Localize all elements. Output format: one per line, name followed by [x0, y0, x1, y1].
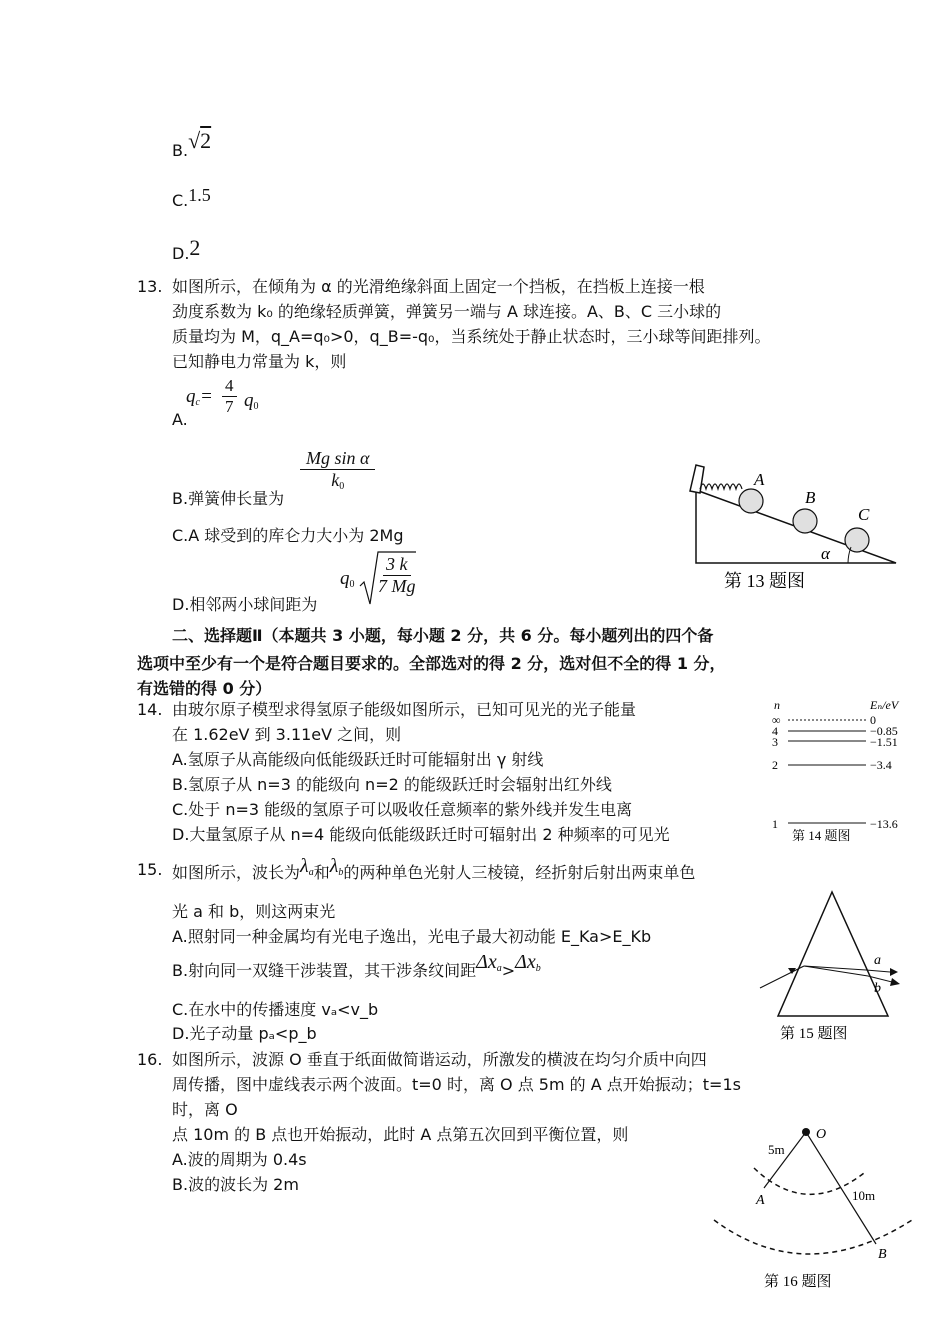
q15-option-a: A.照射同一种金属均有光电子逸出，光电子最大初动能 E_Ka>E_Kb: [172, 927, 652, 946]
formula-q0: [244, 390, 259, 412]
level-n: 3: [772, 735, 778, 749]
greater-than: >: [501, 961, 516, 980]
ball-c: [845, 528, 869, 552]
line-oa: [764, 1132, 806, 1188]
delta-x: Δx: [515, 951, 536, 973]
q16-option-b: B.波的波长为 2m: [172, 1175, 299, 1194]
q13-option-c: C.A 球受到的库仑力大小为 2Mg: [172, 526, 404, 545]
figure-caption: 第 14 题图: [792, 828, 851, 843]
denominator: 7 Mg: [378, 576, 416, 596]
sub-c: c: [195, 397, 200, 408]
q12-option-b: [172, 128, 212, 162]
option-text: D.相邻两小球间距为: [172, 595, 318, 614]
formula-q0: [340, 568, 355, 590]
figure-caption: 第 16 题图: [764, 1274, 832, 1290]
delta-x: Δx: [476, 951, 497, 973]
stem-text: 和: [313, 863, 330, 882]
level-e: −0.85: [870, 724, 898, 738]
figure-caption: 第 13 题图: [724, 571, 805, 591]
q13-number: 13.: [137, 277, 163, 296]
refracted-ray-b: [804, 966, 868, 976]
refracted-ray-a: [804, 966, 866, 970]
section2-line1: 二、选择题Ⅱ（本题共 3 小题，每小题 2 分，共 6 分。每小题列出的四个备: [172, 626, 714, 645]
q15-number: 15.: [137, 860, 163, 879]
q16-number: 16.: [137, 1050, 163, 1069]
label-a: A: [756, 1193, 765, 1208]
q13-stem-line: 质量均为 M，q_A=q₀>0，q_B=-q₀，当系统处于静止状态时，三小球等间距排列。: [172, 327, 771, 346]
level-n: ∞: [772, 713, 781, 727]
denominator: [331, 470, 344, 492]
numerator: 4: [222, 376, 237, 397]
option-label: C.: [172, 191, 189, 210]
var-q: q: [186, 386, 196, 407]
label-o: O: [816, 1127, 827, 1142]
level-e: −13.6: [870, 817, 898, 831]
option-math: 2: [189, 235, 201, 260]
sub-b: b: [338, 867, 344, 878]
q12-option-c: [172, 185, 211, 211]
baffle-plate: [690, 465, 704, 493]
delta-x-a: [476, 951, 502, 973]
q13-stem-line: 已知静电力常量为 k，则: [172, 352, 347, 371]
q13-option-d: [172, 548, 472, 614]
q13-figure-incline: [668, 455, 908, 595]
var-k: k: [331, 470, 340, 490]
section2-line2: 选项中至少有一个是符合题目要求的。全部选对的得 2 分，选对但不全的得 1 分，: [137, 654, 726, 673]
q13-stem-line: 如图所示，在倾角为 α 的光滑绝缘斜面上固定一个挡板，在挡板上连接一根: [172, 277, 705, 296]
fraction-4-7: [222, 376, 237, 417]
label-10m: 10m: [852, 1188, 876, 1203]
stem-text: 的两种单色光射人三棱镜，经折射后射出两束单色: [343, 863, 696, 882]
q15-figure-prism: [752, 888, 912, 1046]
label-b: B: [878, 1247, 887, 1262]
delta-x-b: [515, 951, 541, 973]
q15-stem-line1: [172, 855, 696, 884]
q16-stem-line: 点 10m 的 B 点也开始振动，此时 A 点第五次回到平衡位置，则: [172, 1125, 629, 1144]
stem-text: 如图所示，波长为: [172, 863, 301, 882]
q14-figure-energy-levels: [762, 697, 912, 849]
sub-b: b: [535, 963, 541, 974]
level-e: 0: [870, 713, 876, 727]
e-header: Eₙ/eV: [870, 698, 899, 712]
q15-option-d: D.光子动量 pₐ<p_b: [172, 1024, 317, 1043]
lambda-symbol: λ: [300, 855, 309, 877]
exit-ray-a: [866, 970, 890, 972]
fraction-mg-sin: [300, 448, 375, 492]
q16-stem-line: 如图所示，波源 O 垂直于纸面做简谐运动，所激发的横波在均匀介质中向四: [172, 1050, 707, 1069]
q13-stem-line: 劲度系数为 k₀ 的绝缘轻质弹簧，弹簧另一端与 A 球连接。A、B、C 三小球的: [172, 302, 722, 321]
ball-b: [793, 509, 817, 533]
sub-0: 0: [349, 579, 355, 590]
var-q: q: [244, 390, 254, 411]
q16-figure-wave: [706, 1118, 918, 1294]
sub-a: a: [308, 867, 314, 878]
sub-a: a: [496, 963, 502, 974]
var-q: q: [340, 568, 350, 589]
q16-option-a: A.波的周期为 0.4s: [172, 1150, 307, 1169]
incident-ray: [760, 966, 804, 988]
n-header: n: [774, 698, 780, 712]
lambda-symbol: λ: [329, 855, 339, 877]
sqrt-radicand: 2: [200, 128, 212, 153]
option-math: 1.5: [188, 185, 211, 205]
level-e: −1.51: [870, 735, 898, 749]
level-n: 4: [772, 724, 778, 738]
arrow-icon: [890, 978, 900, 986]
label-a: A: [754, 470, 765, 489]
formula-qc: $q_c=$: [186, 386, 213, 408]
q15-option-c: C.在水中的传播速度 vₐ<v_b: [172, 1000, 379, 1019]
option-text: B.射向同一双缝干涉装置，其干涉条纹间距: [172, 961, 477, 980]
q15-stem-line2: 光 a 和 b，则这两束光: [172, 902, 336, 921]
q16-stem-line: 时，离 O: [172, 1100, 238, 1119]
lambda-a: [300, 855, 314, 877]
option-label: B.: [172, 141, 189, 160]
q16-stem-line: 周传播，图中虚线表示两个波面。t=0 时，离 O 点 5m 的 A 点开始振动；t=1s: [172, 1075, 741, 1094]
sub-0: 0: [339, 481, 345, 492]
ball-a: [739, 489, 763, 513]
sqrt-symbol: √2: [188, 128, 212, 153]
level-n: 1: [772, 817, 778, 831]
numerator: 3 k: [383, 554, 411, 576]
option-label: A.: [172, 410, 188, 429]
q14-stem-line: 在 1.62eV 到 3.11eV 之间，则: [172, 725, 402, 744]
q14-stem-line: 由玻尔原子模型求得氢原子能级如图所示，已知可见光的光子能量: [172, 700, 637, 719]
q14-option-d: D.大量氢原子从 n=4 能级向低能级跃迁时可辐射出 2 种频率的可见光: [172, 825, 670, 844]
q13-option-b: [172, 448, 492, 508]
denominator: 7: [225, 397, 234, 416]
q14-option-a: A.氢原子从高能级向低能级跃迁时可能辐射出 γ 射线: [172, 750, 544, 769]
q14-option-c: C.处于 n=3 能级的氢原子可以吸收任意频率的紫外线并发生电离: [172, 800, 633, 819]
label-alpha: α: [821, 544, 830, 563]
q12-option-d: [172, 235, 201, 265]
option-label: D.: [172, 244, 190, 263]
arrow-icon: [890, 968, 898, 976]
sub-0: 0: [253, 401, 259, 412]
label-c: C: [858, 505, 870, 524]
q14-option-b: B.氢原子从 n=3 的能级向 n=2 的能级跃迁时会辐射出红外线: [172, 775, 612, 794]
fraction-3k-7mg: [378, 554, 416, 597]
label-b: b: [874, 981, 881, 996]
figure-caption: 第 15 题图: [780, 1026, 848, 1042]
prism-triangle: [778, 892, 888, 1016]
lambda-b: [330, 855, 344, 877]
numerator: Mg sin α: [300, 448, 375, 470]
label-5m: 5m: [768, 1142, 785, 1157]
section2-line3: 有选错的得 0 分）: [137, 679, 272, 698]
label-a: a: [874, 953, 881, 968]
q14-number: 14.: [137, 700, 163, 719]
q15-option-b: [172, 951, 541, 982]
spring-icon: [700, 484, 742, 489]
wavefront-inner: [754, 1168, 864, 1194]
label-b: B: [805, 488, 816, 507]
level-n: 2: [772, 758, 778, 772]
level-e: −3.4: [870, 758, 892, 772]
option-text: B.弹簧伸长量为: [172, 489, 285, 508]
